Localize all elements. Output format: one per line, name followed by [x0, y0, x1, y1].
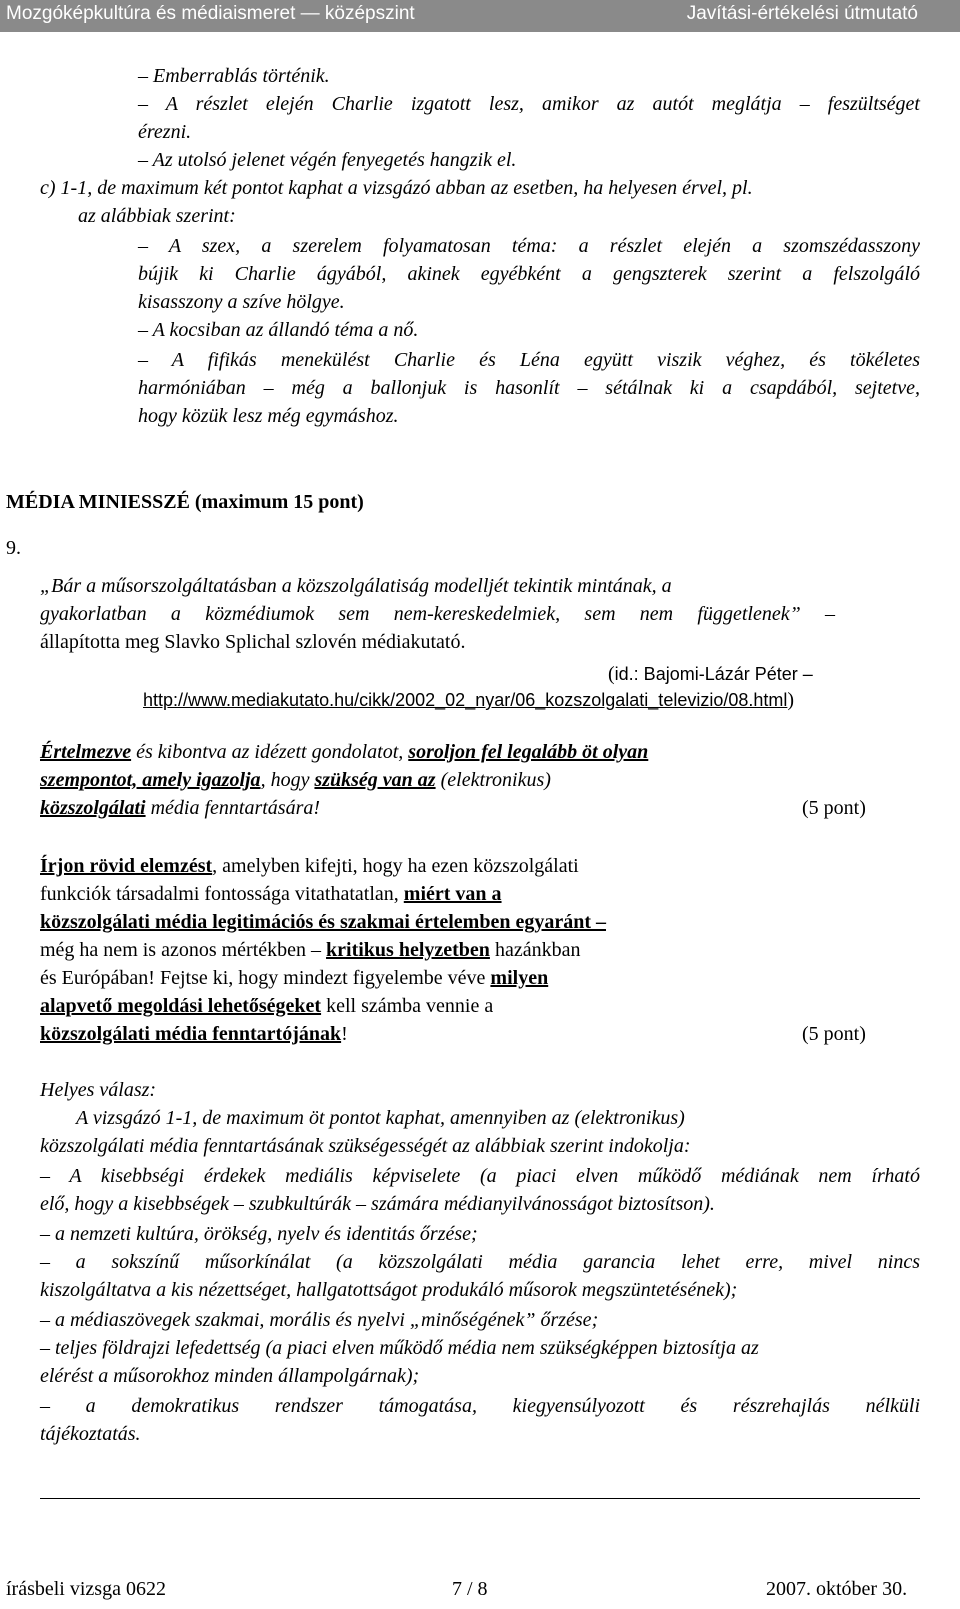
- text-line: kisasszony a szíve hölgye.: [138, 291, 345, 313]
- header-subject: Mozgóképkultúra és médiaismeret — középszint: [6, 3, 415, 24]
- footer-exam-code: írásbeli vizsga 0622: [6, 1578, 166, 1600]
- page-header: [0, 0, 960, 32]
- quote-line: állapította meg Slavko Splichal szlovén médiakutató.: [40, 631, 466, 653]
- answer-line: – a médiaszövegek szakmai, morális és nyelvi „minőségének” őrzése;: [40, 1309, 599, 1331]
- answer-line: – A kisebbségi érdekek mediális képviselete (a piaci elven működő médiának nem írható: [40, 1165, 920, 1187]
- question-number: 9.: [6, 537, 21, 559]
- task-line: még ha nem is azonos mértékben – kritikus helyzetben hazánkban: [40, 939, 581, 961]
- text-line: – Az utolsó jelenet végén fenyegetés hangzik el.: [138, 149, 517, 171]
- answer-line: tájékoztatás.: [40, 1423, 141, 1445]
- answer-line: kiszolgáltatva a kis nézettséget, hallgatottságot produkáló műsorok megszüntetésének);: [40, 1279, 738, 1301]
- task-line: közszolgálati média legitimációs és szakmai értelemben egyaránt –: [40, 911, 606, 933]
- task-line: Írjon rövid elemzést, amelyben kifejti, hogy ha ezen közszolgálati: [40, 855, 579, 877]
- text-line: harmóniában – még a ballonjuk is hasonlít – sétálnak ki a csapdából, sejtetve,: [138, 377, 920, 399]
- quote-source-url: http://www.mediakutato.hu/cikk/2002_02_nyar/06_kozszolgalati_televizio/08.html): [143, 689, 795, 711]
- answer-line: – a demokratikus rendszer támogatása, kiegyensúlyozott és részrehajlás nélküli: [40, 1395, 920, 1417]
- text-line: az alábbiak szerint:: [78, 205, 236, 227]
- header-doc-type: Javítási-értékelési útmutató: [686, 3, 918, 24]
- footer-divider: [40, 1498, 920, 1499]
- text-line: – A fifikás menekülést Charlie és Léna együtt viszik véghez, és tökéletes: [138, 349, 920, 371]
- answer-line: – a sokszínű műsorkínálat (a közszolgálati média garancia lehet erre, mivel nincs: [40, 1251, 920, 1273]
- text-line: – Emberrablás történik.: [138, 65, 330, 87]
- section-title: MÉDIA MINIESSZÉ (maximum 15 pont): [6, 491, 364, 513]
- text-line: c) 1-1, de maximum két pontot kaphat a vizsgázó abban az esetben, ha helyesen érvel, pl.: [40, 177, 753, 199]
- task-line: funkciók társadalmi fontossága vitathatatlan, miért van a: [40, 883, 502, 905]
- task-line: közszolgálati média fenntartójának!: [40, 1023, 348, 1045]
- task-line: és Európában! Fejtse ki, hogy mindezt figyelembe véve milyen: [40, 967, 549, 989]
- task-line: alapvető megoldási lehetőségeket kell számba vennie a: [40, 995, 494, 1017]
- answer-line: – a nemzeti kultúra, örökség, nyelv és identitás őrzése;: [40, 1223, 478, 1245]
- page-number: 7 / 8: [452, 1578, 488, 1600]
- text-line: bújik ki Charlie ágyából, akinek egyébként a gengszterek szerint a felszolgáló: [138, 263, 920, 285]
- task-line: Értelmezve és kibontva az idézett gondolatot, soroljon fel legalább öt olyan: [40, 741, 649, 763]
- text-line: – A részlet elején Charlie izgatott lesz, amikor az autót meglátja – feszültséget: [138, 93, 920, 115]
- text-line: érezni.: [138, 121, 192, 143]
- task-line: szempontot, amely igazolja, hogy szükség van az (elektronikus): [40, 769, 551, 791]
- answer-heading: Helyes válasz:: [40, 1079, 157, 1101]
- points-label: (5 pont): [802, 1023, 866, 1045]
- answer-line: A vizsgázó 1-1, de maximum öt pontot kaphat, amennyiben az (elektronikus): [76, 1107, 685, 1129]
- answer-line: – teljes földrajzi lefedettség (a piaci elven működő média nem szükségképpen biztosítja az: [40, 1337, 759, 1359]
- quote-line: „Bár a műsorszolgáltatásban a közszolgálatiság modelljét tekintik mintának, a: [40, 575, 672, 597]
- answer-line: elő, hogy a kisebbségek – szubkultúrák – számára médianyilvánosságot biztosítson).: [40, 1193, 715, 1215]
- text-line: – A kocsiban az állandó téma a nő.: [138, 319, 419, 341]
- text-line: hogy közük lesz még egymáshoz.: [138, 405, 399, 427]
- points-label: (5 pont): [802, 797, 866, 819]
- footer-date: 2007. október 30.: [766, 1578, 908, 1600]
- quote-line: gyakorlatban a közmédiumok sem nem-kereskedelmiek, sem nem függetlenek” –: [40, 603, 835, 625]
- answer-line: közszolgálati média fenntartásának szükségességét az alábbiak szerint indokolja:: [40, 1135, 691, 1157]
- quote-source: (id.: Bajomi-Lázár Péter –: [608, 663, 813, 685]
- task-line: közszolgálati média fenntartására!: [40, 797, 321, 819]
- answer-line: elérést a műsorokhoz minden állampolgárnak);: [40, 1365, 420, 1387]
- text-line: – A szex, a szerelem folyamatosan téma: a részlet elején a szomszédasszony: [138, 235, 920, 257]
